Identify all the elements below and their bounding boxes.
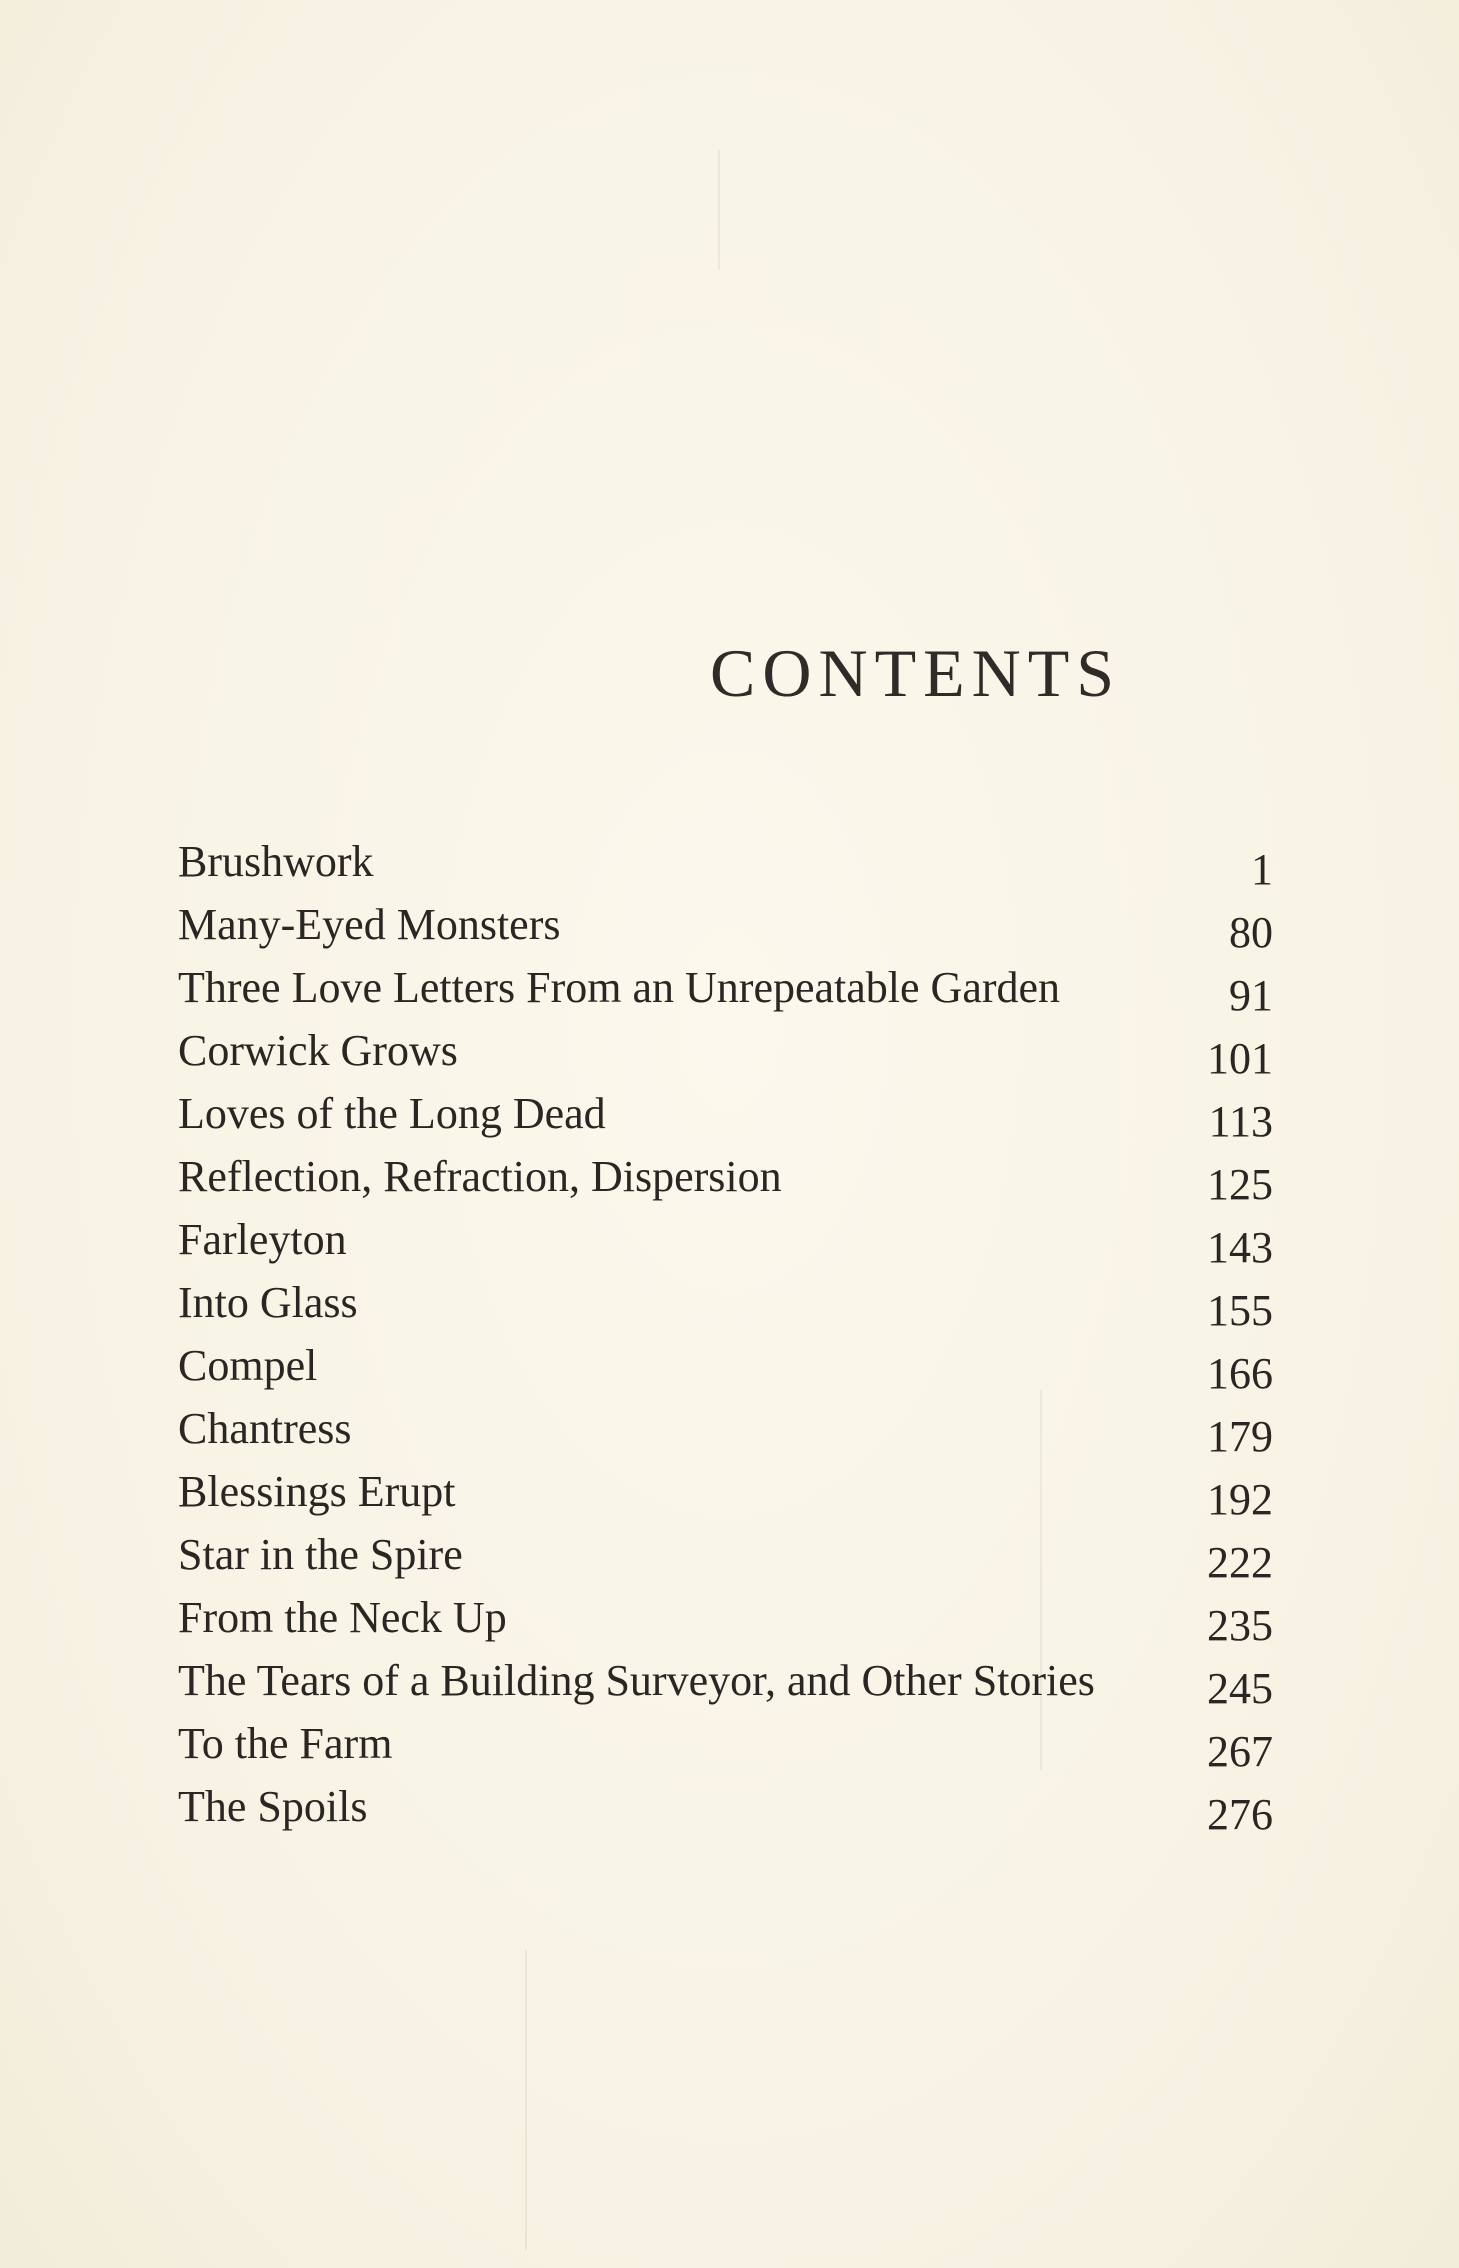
toc-entry: [178, 956, 1273, 1019]
toc-entry: [178, 1523, 1273, 1586]
toc-entry-page: 245: [1207, 1664, 1273, 1713]
table-of-contents: [178, 830, 1273, 1838]
toc-entry: [178, 1712, 1273, 1775]
toc-entry: [178, 830, 1273, 893]
page-crease: [718, 150, 720, 270]
toc-entry: [178, 1334, 1273, 1397]
toc-entry-title: Compel: [178, 1341, 318, 1390]
toc-entry-page: 80: [1229, 908, 1273, 957]
toc-entry-title: Blessings Erupt: [178, 1467, 456, 1516]
toc-entry-title: Star in the Spire: [178, 1530, 463, 1579]
toc-entry-title: Corwick Grows: [178, 1026, 458, 1075]
toc-entry-page: 101: [1207, 1034, 1273, 1083]
toc-entry-title: Farleyton: [178, 1215, 347, 1264]
toc-entry-page: 222: [1207, 1538, 1273, 1587]
toc-entry-title: Reflection, Refraction, Dispersion: [178, 1152, 782, 1201]
toc-entry-page: 235: [1207, 1601, 1273, 1650]
toc-entry-title: To the Farm: [178, 1719, 393, 1768]
toc-entry-title: Many-Eyed Monsters: [178, 900, 561, 949]
page-crease: [525, 1950, 527, 2250]
toc-entry: [178, 1271, 1273, 1334]
toc-entry: [178, 893, 1273, 956]
toc-entry: [178, 1145, 1273, 1208]
toc-entry: [178, 1649, 1273, 1712]
toc-entry-page: 91: [1229, 971, 1273, 1020]
toc-entry: [178, 1208, 1273, 1271]
toc-entry-page: 155: [1207, 1286, 1273, 1335]
toc-entry-page: 143: [1207, 1223, 1273, 1272]
toc-entry-title: The Tears of a Building Surveyor, and Other Stories: [178, 1656, 1095, 1705]
toc-entry: [178, 1019, 1273, 1082]
toc-entry-title: Brushwork: [178, 837, 374, 886]
toc-entry: [178, 1082, 1273, 1145]
toc-entry-title: The Spoils: [178, 1782, 368, 1831]
toc-entry-page: 179: [1207, 1412, 1273, 1461]
toc-entry-title: From the Neck Up: [178, 1593, 507, 1642]
toc-entry: [178, 1775, 1273, 1838]
toc-entry: [178, 1397, 1273, 1460]
toc-entry-page: 267: [1207, 1727, 1273, 1776]
toc-entry-page: 192: [1207, 1475, 1273, 1524]
toc-entry-title: Three Love Letters From an Unrepeatable Garden: [178, 963, 1061, 1012]
toc-entry-page: 1: [1251, 845, 1273, 894]
toc-entry-title: Into Glass: [178, 1278, 358, 1327]
toc-entry-page: 125: [1207, 1160, 1273, 1209]
toc-entry-page: 166: [1207, 1349, 1273, 1398]
toc-entry: [178, 1460, 1273, 1523]
toc-entry-title: Loves of the Long Dead: [178, 1089, 606, 1138]
toc-entry: [178, 1586, 1273, 1649]
page-title: CONTENTS: [710, 634, 1122, 711]
toc-entry-title: Chantress: [178, 1404, 352, 1453]
toc-entry-page: 276: [1207, 1790, 1273, 1839]
toc-entry-page: 113: [1208, 1097, 1273, 1146]
